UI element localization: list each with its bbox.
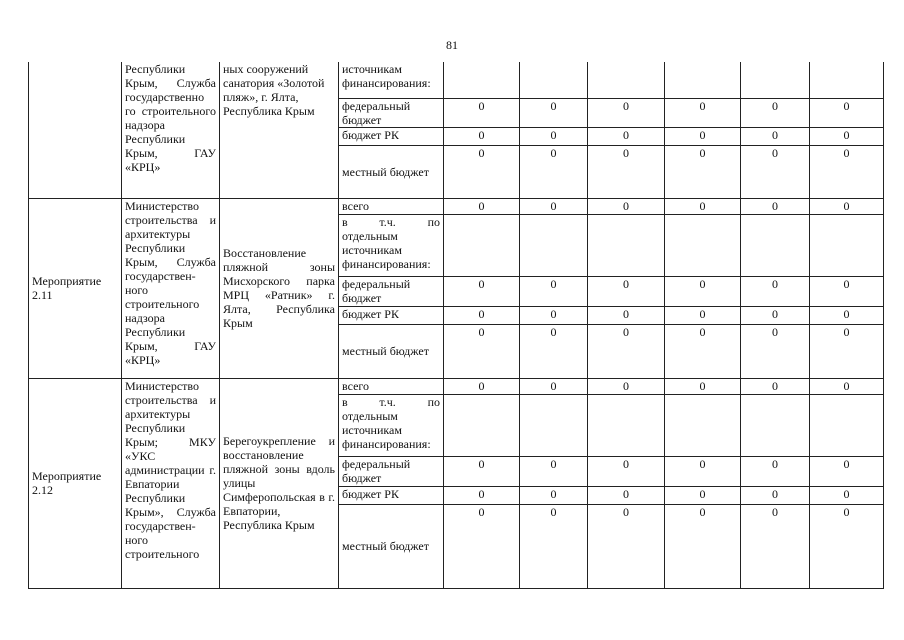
value-cell: 0 [741, 276, 810, 306]
value-cell: 0 [741, 504, 810, 588]
value-cell: 0 [741, 98, 810, 127]
value-cell: 0 [665, 306, 741, 324]
funding-source-label: федеральный бюджет [339, 98, 444, 127]
funding-source-label: местный бюджет [339, 324, 444, 378]
value-cell: 0 [665, 378, 741, 394]
value-cell [588, 214, 665, 276]
value-cell: 0 [665, 198, 741, 214]
funding-source-label: в т.ч. по отдельным источникам финансирования: [339, 394, 444, 456]
value-cell: 0 [520, 306, 588, 324]
measure-cell: Мероприятие 2.11 [29, 198, 122, 378]
value-cell: 0 [741, 127, 810, 145]
funding-source-label: бюджет РК [339, 306, 444, 324]
value-cell: 0 [520, 324, 588, 378]
value-cell: 0 [810, 504, 884, 588]
value-cell [444, 214, 520, 276]
value-cell: 0 [520, 504, 588, 588]
funding-source-label: бюджет РК [339, 486, 444, 504]
value-cell: 0 [444, 276, 520, 306]
value-cell: 0 [520, 378, 588, 394]
value-cell: 0 [741, 456, 810, 486]
funding-source-label: федеральный бюджет [339, 456, 444, 486]
value-cell: 0 [444, 98, 520, 127]
value-cell: 0 [665, 276, 741, 306]
value-cell [444, 62, 520, 98]
value-cell [665, 394, 741, 456]
value-cell: 0 [741, 378, 810, 394]
funding-source-label: источникам финансирования: [339, 62, 444, 98]
table-row [29, 62, 884, 98]
value-cell: 0 [665, 324, 741, 378]
value-cell: 0 [665, 98, 741, 127]
value-cell: 0 [588, 378, 665, 394]
value-cell [741, 62, 810, 98]
value-cell: 0 [665, 486, 741, 504]
object-cell: Берегоукрепление и восстановление пляжной зоны вдоль улицы Симферопольская в г. Евпатории, Республика Крым [220, 378, 339, 588]
value-cell: 0 [588, 98, 665, 127]
funding-source-label: местный бюджет [339, 504, 444, 588]
executor-cell: Министерство строительства и архитектуры Республики Крым, Служба государствен-ного строительного надзора Республики Крым, ГАУ «КРЦ» [122, 198, 220, 378]
value-cell: 0 [810, 324, 884, 378]
value-cell: 0 [520, 145, 588, 198]
value-cell: 0 [588, 198, 665, 214]
value-cell: 0 [810, 306, 884, 324]
value-cell: 0 [588, 306, 665, 324]
value-cell [665, 214, 741, 276]
funding-source-label: всего [339, 378, 444, 394]
value-cell [810, 394, 884, 456]
value-cell: 0 [665, 504, 741, 588]
value-cell: 0 [810, 145, 884, 198]
value-cell: 0 [444, 145, 520, 198]
financing-table [28, 62, 884, 589]
value-cell: 0 [588, 456, 665, 486]
value-cell: 0 [520, 486, 588, 504]
value-cell: 0 [810, 127, 884, 145]
value-cell: 0 [444, 378, 520, 394]
value-cell: 0 [520, 198, 588, 214]
value-cell: 0 [665, 456, 741, 486]
value-cell [741, 214, 810, 276]
funding-source-label: всего [339, 198, 444, 214]
value-cell [810, 62, 884, 98]
value-cell [520, 214, 588, 276]
value-cell [665, 62, 741, 98]
value-cell: 0 [444, 456, 520, 486]
table-row [29, 378, 884, 394]
value-cell [588, 62, 665, 98]
object-cell: Восстановление пляжной зоны Мисхорского парка МРЦ «Ратник» г. Ялта, Республика Крым [220, 198, 339, 378]
value-cell: 0 [520, 127, 588, 145]
value-cell: 0 [588, 145, 665, 198]
value-cell [741, 394, 810, 456]
value-cell [444, 394, 520, 456]
value-cell: 0 [665, 127, 741, 145]
value-cell: 0 [810, 378, 884, 394]
value-cell: 0 [741, 486, 810, 504]
value-cell: 0 [810, 98, 884, 127]
value-cell: 0 [741, 306, 810, 324]
value-cell: 0 [444, 306, 520, 324]
value-cell: 0 [588, 276, 665, 306]
value-cell: 0 [810, 276, 884, 306]
value-cell: 0 [444, 324, 520, 378]
value-cell [810, 214, 884, 276]
measure-cell: Мероприятие 2.12 [29, 378, 122, 588]
value-cell: 0 [665, 145, 741, 198]
value-cell: 0 [741, 145, 810, 198]
value-cell [520, 394, 588, 456]
value-cell: 0 [444, 504, 520, 588]
value-cell: 0 [520, 456, 588, 486]
measure-cell [29, 62, 122, 198]
executor-cell: Республики Крым, Служба государственно го строительного надзора Республики Крым, ГАУ «КРЦ» [122, 62, 220, 198]
funding-source-label: федеральный бюджет [339, 276, 444, 306]
value-cell: 0 [588, 127, 665, 145]
object-cell: ных сооружений санатория «Золотой пляж», г. Ялта, Республика Крым [220, 62, 339, 198]
value-cell: 0 [588, 486, 665, 504]
funding-source-label: бюджет РК [339, 127, 444, 145]
value-cell: 0 [520, 276, 588, 306]
value-cell [520, 62, 588, 98]
value-cell: 0 [741, 198, 810, 214]
value-cell: 0 [810, 198, 884, 214]
value-cell: 0 [810, 456, 884, 486]
funding-source-label: местный бюджет [339, 145, 444, 198]
value-cell: 0 [741, 324, 810, 378]
executor-cell: Министерство строительства и архитектуры Республики Крым; МКУ «УКС администрации г. Евпатории Республики Крым», Служба государствен-ного строительного [122, 378, 220, 588]
value-cell: 0 [588, 324, 665, 378]
value-cell [588, 394, 665, 456]
value-cell: 0 [588, 504, 665, 588]
value-cell: 0 [444, 486, 520, 504]
value-cell: 0 [444, 198, 520, 214]
page-number: 81 [446, 38, 458, 52]
funding-source-label: в т.ч. по отдельным источникам финансирования: [339, 214, 444, 276]
value-cell: 0 [810, 486, 884, 504]
value-cell: 0 [444, 127, 520, 145]
value-cell: 0 [520, 98, 588, 127]
table-row [29, 198, 884, 214]
